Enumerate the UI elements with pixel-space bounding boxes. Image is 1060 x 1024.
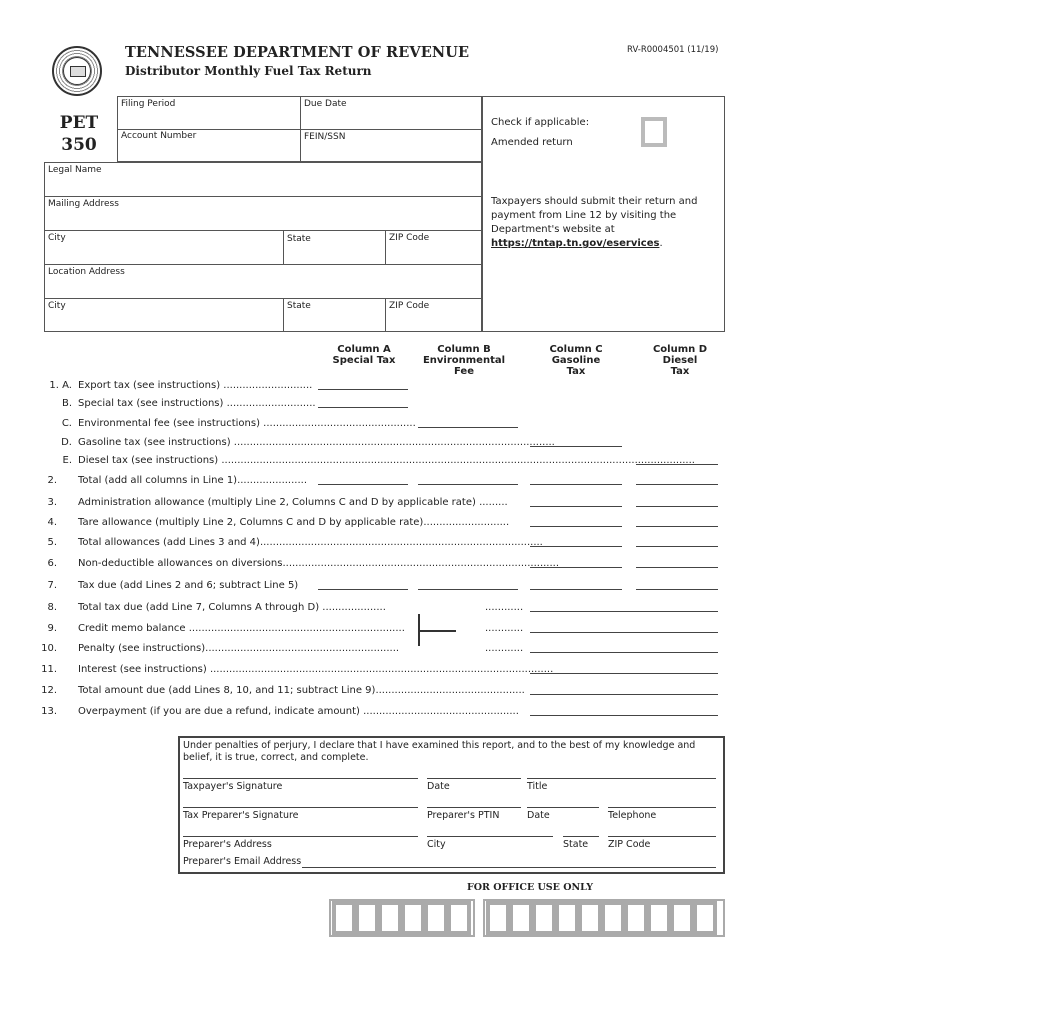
due-date-field[interactable]: Due Date <box>304 99 347 109</box>
eservices-link[interactable]: https://tntap.tn.gov/eservices <box>491 238 660 249</box>
line-2-col-b-input[interactable] <box>418 484 518 485</box>
line-1a-col-a-input[interactable] <box>318 389 408 390</box>
line-5-num: 5. <box>47 537 57 548</box>
line-11-num: 11. <box>41 664 57 675</box>
line-7-col-c-input[interactable] <box>530 589 622 590</box>
line-4-col-c-input[interactable] <box>530 526 622 527</box>
zip-field[interactable]: ZIP Code <box>389 233 430 243</box>
line-1c-num: C. <box>61 418 72 429</box>
line-1d-col-c-input[interactable] <box>530 446 622 447</box>
line-8-num: 8. <box>47 602 57 613</box>
form-code-line2: 350 <box>61 135 97 155</box>
taxpayer-signature-label: Taxpayer's Signature <box>183 781 283 792</box>
preparer-zip-label: ZIP Code <box>608 839 651 850</box>
office-cell <box>332 901 356 935</box>
office-cell <box>378 901 402 935</box>
column-c-line2: Gasoline <box>551 355 601 366</box>
fein-ssn-field[interactable]: FEIN/SSN <box>304 132 346 142</box>
line-6-col-c-input[interactable] <box>530 567 622 568</box>
preparer-state-label: State <box>563 839 589 850</box>
line-2-num: 2. <box>47 475 57 486</box>
office-cell <box>693 901 717 935</box>
column-c-line1: Column C <box>549 344 603 355</box>
telephone-line[interactable] <box>608 807 716 808</box>
line-3-col-c-input[interactable] <box>530 506 622 507</box>
line-4-num: 4. <box>47 517 57 528</box>
line-11-text: Interest (see instructions) ............................................................................................................ <box>78 664 554 675</box>
column-a-line2: Special Tax <box>332 355 396 366</box>
taxpayer-date-line[interactable] <box>427 778 521 779</box>
preparer-date-line[interactable] <box>527 807 599 808</box>
date-label: Date <box>427 781 450 792</box>
preparer-signature-line[interactable] <box>183 807 418 808</box>
location-state-field[interactable]: State <box>287 301 311 311</box>
office-cell <box>355 901 379 935</box>
column-b-line3: Fee <box>454 366 474 377</box>
account-number-field[interactable]: Account Number <box>121 131 197 141</box>
line-1e-col-d-input[interactable] <box>636 464 718 465</box>
column-d-line2: Diesel <box>662 355 698 366</box>
title-line[interactable] <box>527 778 716 779</box>
taxpayer-signature-line[interactable] <box>183 778 418 779</box>
line-13-num: 13. <box>41 706 57 717</box>
line-7-col-d-input[interactable] <box>636 589 718 590</box>
line-3-col-d-input[interactable] <box>636 506 718 507</box>
office-cell <box>401 901 425 935</box>
line-6-num: 6. <box>47 558 57 569</box>
line-1d-text: Gasoline tax (see instructions) ..................................................................................................... <box>78 437 555 448</box>
amended-return-label: Amended return <box>491 137 573 148</box>
office-cell <box>447 901 471 935</box>
line-10-dots: ............ <box>485 643 524 654</box>
line-5-col-d-input[interactable] <box>636 546 718 547</box>
office-cell <box>647 901 671 935</box>
line-8-text: Total tax due (add Line 7, Columns A through D) .................... <box>78 602 386 613</box>
legal-name-field[interactable]: Legal Name <box>48 165 102 175</box>
amended-return-checkbox[interactable] <box>641 117 667 147</box>
check-applicable-label: Check if applicable: <box>491 117 590 128</box>
note-text: Taxpayers should submit their return and payment from Line 12 by visiting the Department's website at <box>491 196 698 235</box>
city-field[interactable]: City <box>48 233 66 243</box>
line-1b-col-a-input[interactable] <box>318 407 408 408</box>
office-cell <box>532 901 556 935</box>
line-7-col-b-input[interactable] <box>418 589 518 590</box>
ptin-line[interactable] <box>427 807 521 808</box>
line-6-text: Non-deductible allowances on diversions....................................................................................... <box>78 558 560 569</box>
preparer-city-label: City <box>427 839 446 850</box>
line-1e-num: E. <box>62 455 72 466</box>
line-9-input[interactable] <box>530 632 718 633</box>
line-12-num: 12. <box>41 685 57 696</box>
line-1a-text: Export tax (see instructions) ............................ <box>78 380 313 391</box>
line-12-text: Total amount due (add Lines 8, 10, and 11; subtract Line 9)............................................... <box>78 685 525 696</box>
state-seal-icon <box>52 46 102 96</box>
column-d-line1: Column D <box>652 344 708 355</box>
office-cell <box>578 901 602 935</box>
state-field[interactable]: State <box>287 234 311 244</box>
line-8-dots: ............ <box>485 602 524 613</box>
note-end: . <box>659 238 663 249</box>
line-7-text: Tax due (add Lines 2 and 6; subtract Line 5) <box>78 580 299 591</box>
office-cell <box>509 901 533 935</box>
line-2-col-c-input[interactable] <box>530 484 622 485</box>
preparer-address-line[interactable] <box>183 836 418 837</box>
preparer-address-label: Preparer's Address <box>183 839 272 850</box>
preparer-signature-label: Tax Preparer's Signature <box>183 810 299 821</box>
line-13-text: Overpayment (if you are due a refund, indicate amount) ................................................. <box>78 706 519 717</box>
column-d-header <box>634 344 726 377</box>
line-6-col-d-input[interactable] <box>636 567 718 568</box>
line-3-text: Administration allowance (multiply Line 2, Columns C and D by applicable rate) ......... <box>78 497 508 508</box>
office-cell <box>555 901 579 935</box>
line-9-text: Credit memo balance .................................................................... <box>78 623 405 634</box>
perjury-statement: Under penalties of perjury, I declare that I have examined this report, and to the best of my knowledge and belief, it is true, correct, and complete. <box>183 740 696 763</box>
office-cell <box>601 901 625 935</box>
office-cell <box>670 901 694 935</box>
line-1a-num: 1. A. <box>49 380 72 391</box>
telephone-label: Telephone <box>608 810 657 821</box>
office-cell <box>624 901 648 935</box>
line-1b-text: Special tax (see instructions) ............................ <box>78 398 316 409</box>
line-9-num: 9. <box>47 623 57 634</box>
location-zip-field[interactable]: ZIP Code <box>389 301 430 311</box>
column-a-header <box>318 344 410 366</box>
line-8-input[interactable] <box>530 611 718 612</box>
preparer-email-label: Preparer's Email Address <box>183 856 302 867</box>
line-1b-num: B. <box>61 398 72 409</box>
column-b-line2: Environmental <box>422 355 506 366</box>
column-c-line3: Tax <box>566 366 586 377</box>
location-address-field[interactable]: Location Address <box>48 267 125 277</box>
mailing-address-field[interactable]: Mailing Address <box>48 199 119 209</box>
preparer-zip-line[interactable] <box>608 836 716 837</box>
office-cell <box>486 901 510 935</box>
line-7-col-a-input[interactable] <box>318 589 408 590</box>
ptin-label: Preparer's PTIN <box>427 810 500 821</box>
line-1e-text: Diesel tax (see instructions) ..................................................................................................................................................... <box>78 455 695 466</box>
line-3-num: 3. <box>47 497 57 508</box>
preparer-email-line[interactable] <box>302 867 716 868</box>
line-1c-col-b-input[interactable] <box>418 427 518 428</box>
column-a-line1: Column A <box>337 344 391 355</box>
line-4-text: Tare allowance (multiply Line 2, Columns C and D by applicable rate)........................... <box>78 517 510 528</box>
form-title: Distributor Monthly Fuel Tax Return <box>125 64 372 78</box>
line-5-text: Total allowances (add Lines 3 and 4)......................................................................................... <box>78 537 543 548</box>
bracket-arm <box>418 630 456 632</box>
line-2-col-d-input[interactable] <box>636 484 718 485</box>
preparer-state-line[interactable] <box>563 836 599 837</box>
line-10-input[interactable] <box>530 652 718 653</box>
preparer-date-label: Date <box>527 810 550 821</box>
line-4-col-d-input[interactable] <box>636 526 718 527</box>
line-13-input[interactable] <box>530 715 718 716</box>
location-city-field[interactable]: City <box>48 301 66 311</box>
filing-period-field[interactable]: Filing Period <box>121 99 176 109</box>
form-code <box>58 112 100 156</box>
agency-title: TENNESSEE DEPARTMENT OF REVENUE <box>125 44 470 61</box>
line-11-input[interactable] <box>530 673 718 674</box>
form-number: RV-R0004501 (11/19) <box>627 45 719 55</box>
line-10-num: 10. <box>41 643 57 654</box>
line-12-input[interactable] <box>530 694 718 695</box>
column-b-line1: Column B <box>437 344 491 355</box>
line-7-num: 7. <box>47 580 57 591</box>
title-label: Title <box>527 781 548 792</box>
line-2-text: Total (add all columns in Line 1)...................... <box>78 475 308 486</box>
column-b-header <box>418 344 510 377</box>
column-c-header <box>530 344 622 377</box>
line-1d-num: D. <box>61 437 72 448</box>
payment-note <box>491 195 721 251</box>
office-use-label: FOR OFFICE USE ONLY <box>466 882 594 893</box>
office-cell <box>424 901 448 935</box>
preparer-city-line[interactable] <box>427 836 553 837</box>
line-10-text: Penalty (see instructions)............................................................. <box>78 643 400 654</box>
line-2-col-a-input[interactable] <box>318 484 408 485</box>
form-code-line1: PET <box>59 113 99 133</box>
column-d-line3: Tax <box>670 366 690 377</box>
line-1c-text: Environmental fee (see instructions) ................................................ <box>78 418 416 429</box>
line-9-dots: ............ <box>485 623 524 634</box>
line-5-col-c-input[interactable] <box>530 546 622 547</box>
